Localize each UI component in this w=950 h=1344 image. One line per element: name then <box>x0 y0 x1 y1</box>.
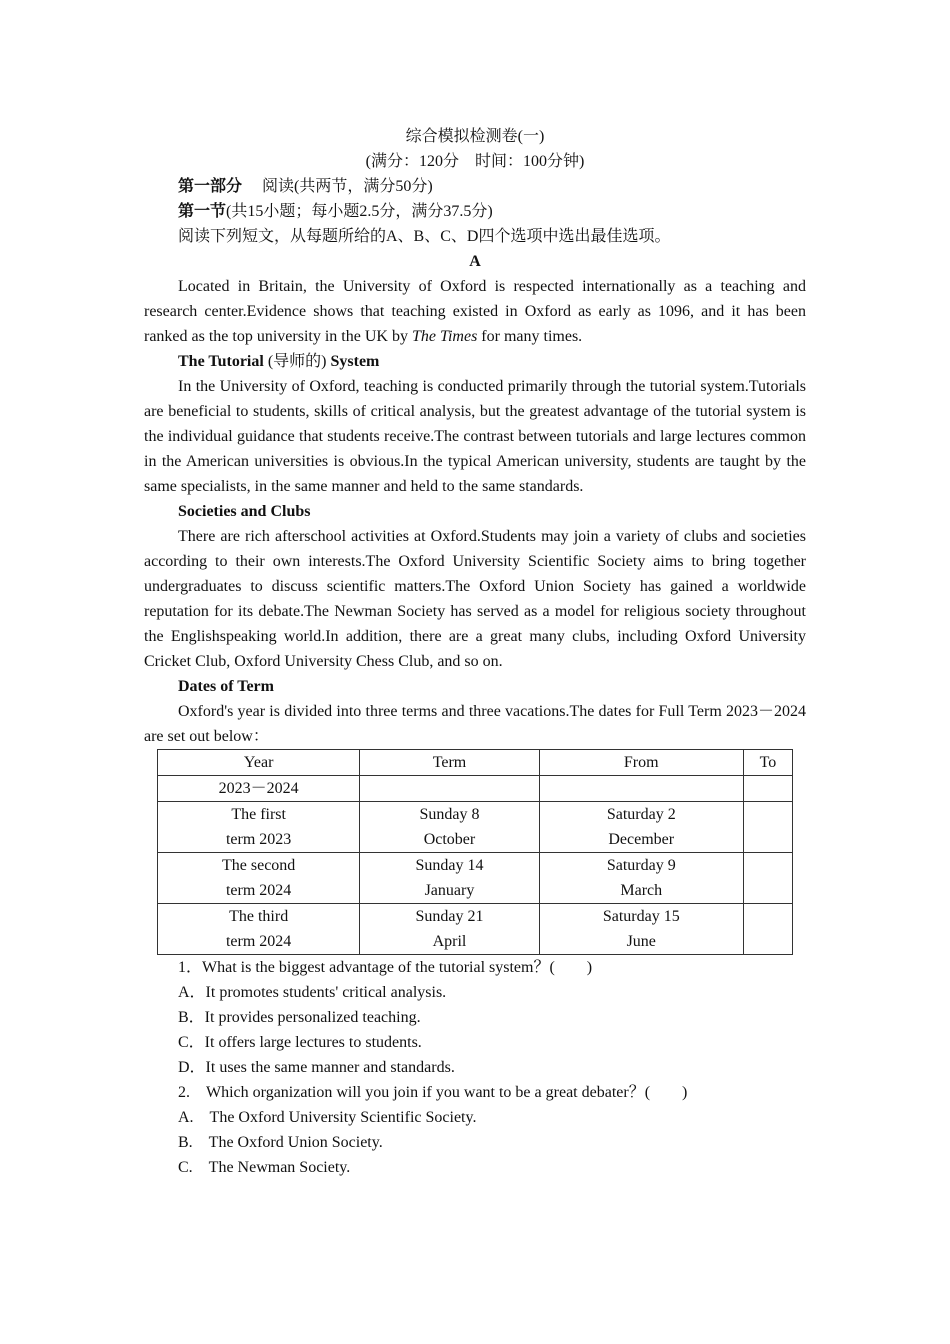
cell-line: April <box>432 933 467 950</box>
table-cell <box>360 802 539 853</box>
intro-text-a: Located in Britain, the University of Oxford is respected internationally as a teaching and research center.Evidence shows that teaching existed in Oxford as early as 1096, and it has been ranked as the top university in the UK by <box>144 278 806 345</box>
header-to: To <box>743 750 792 776</box>
heading-dates: Dates of Term <box>178 678 274 695</box>
table-cell <box>539 904 743 955</box>
section-label: 第一节 <box>178 203 227 220</box>
table-cell <box>158 802 360 853</box>
question-2: 2. Which organization will you join if you want to be a great debater？( ) <box>178 1084 688 1101</box>
instruction: 阅读下列短文，从每题所给的A、B、C、D四个选项中选出最佳选项。 <box>178 228 671 245</box>
dates-paragraph: Oxford's year is divided into three terms and three vacations.The dates for Full Term 2023－2024 are set out below： <box>144 703 806 745</box>
header-year: Year <box>158 750 360 776</box>
table-cell <box>743 802 792 853</box>
header-from: From <box>539 750 743 776</box>
cell-line: term 2024 <box>225 933 292 950</box>
document-body <box>144 124 806 1180</box>
cell-line: Sunday 8 <box>419 806 480 823</box>
cell-line: Saturday 2 <box>606 806 676 823</box>
heading-tutorial-a: The Tutorial <box>178 353 268 370</box>
cell-line: The first <box>231 806 286 823</box>
cell-line: term 2023 <box>225 831 292 848</box>
question-1-option-b: B．It provides personalized teaching. <box>178 1009 421 1026</box>
table-cell <box>539 853 743 904</box>
part-heading <box>144 174 806 199</box>
cell-line: October <box>423 831 476 848</box>
cell-line: January <box>424 882 475 899</box>
question-1-option-c: C．It offers large lectures to students. <box>178 1034 422 1051</box>
section-note: (共15小题；每小题2.5分，满分37.5分) <box>226 203 493 220</box>
question-2-option-a: A. The Oxford University Scientific Society. <box>178 1109 477 1126</box>
question-1: 1．What is the biggest advantage of the tutorial system？( ) <box>178 959 593 976</box>
tutorial-paragraph: In the University of Oxford, teaching is conducted primarily through the tutorial system.Tutorials are beneficial to students, skills of critical analysis, but the greatest advantage of the tutorial system is the individual guidance that students receive.The contrast between tutorials and large lectures common in the American universities is obvious.In the typical American university, students are taught by the same specialists, in the same manner and held to the same standards. <box>144 378 806 495</box>
table-cell <box>360 853 539 904</box>
cell-line: Sunday 14 <box>415 857 484 874</box>
intro-italic: The Times <box>411 328 478 345</box>
section-heading <box>144 199 806 224</box>
table-cell <box>360 904 539 955</box>
table-row <box>158 776 793 802</box>
table-cell <box>743 853 792 904</box>
societies-paragraph: There are rich afterschool activities at Oxford.Students may join a variety of clubs and societies according to their own interests.The Oxford University Scientific Society aims to bring together undergraduates to discuss scientific matters.The Oxford Union Society has gained a worldwide reputation for its debate.The Newman Society has served as a model for religious society throughout the Englishspeaking world.In addition, there are a great many clubs, including Oxford University Cricket Club, Oxford University Chess Club, and so on. <box>144 528 806 670</box>
part-name: 阅读(共两节，满分50分) <box>262 178 433 195</box>
cell-line: March <box>620 882 663 899</box>
cell-line: Saturday 15 <box>602 908 680 925</box>
heading-tutorial-cn: (导师的) <box>267 353 327 370</box>
table-cell <box>158 853 360 904</box>
term-dates-table <box>157 749 793 955</box>
question-2-option-b: B. The Oxford Union Society. <box>178 1134 383 1151</box>
cell-line: June <box>626 933 656 950</box>
question-1-option-a: A．It promotes students' critical analysis. <box>178 984 447 1001</box>
cell-line: Sunday 21 <box>415 908 484 925</box>
table-row <box>158 853 793 904</box>
table-header-row <box>158 750 793 776</box>
exam-subtitle: (满分：120分 时间：100分钟) <box>365 153 585 170</box>
passage-label: A <box>469 253 481 270</box>
cell-line: The second <box>222 857 296 874</box>
table-cell <box>743 776 792 802</box>
table-row <box>158 904 793 955</box>
cell-line: December <box>608 831 675 848</box>
table-cell <box>158 904 360 955</box>
cell-line: term 2024 <box>225 882 292 899</box>
heading-tutorial <box>144 349 806 374</box>
exam-title: 综合模拟检测卷(一) <box>405 128 545 145</box>
cell-line: Saturday 9 <box>606 857 676 874</box>
question-2-option-c: C. The Newman Society. <box>178 1159 351 1176</box>
table-row <box>158 802 793 853</box>
table-cell <box>743 904 792 955</box>
part-label: 第一部分 <box>178 178 243 195</box>
heading-tutorial-b: System <box>326 353 380 370</box>
intro-paragraph <box>144 274 806 349</box>
header-term: Term <box>360 750 539 776</box>
intro-text-b: for many times. <box>477 328 583 345</box>
table-cell: 2023－2024 <box>158 776 360 802</box>
table-cell <box>539 802 743 853</box>
table-cell <box>539 776 743 802</box>
table-cell <box>360 776 539 802</box>
cell-line: The third <box>229 908 289 925</box>
question-1-option-d: D．It uses the same manner and standards. <box>178 1059 455 1076</box>
heading-societies: Societies and Clubs <box>178 503 311 520</box>
